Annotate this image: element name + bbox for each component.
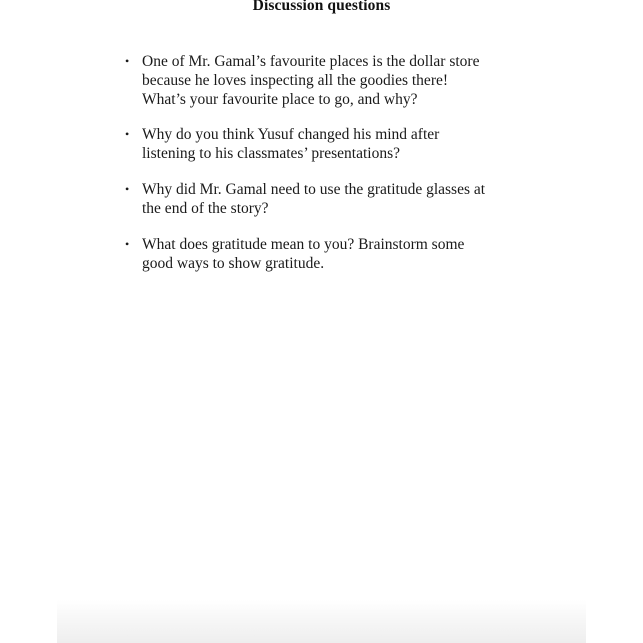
list-item <box>124 235 524 273</box>
list-item <box>124 52 524 109</box>
discussion-questions-list <box>124 52 524 273</box>
question-text: What does gratitude mean to you? Brainstorm some good ways to show gratitude. <box>142 236 465 272</box>
question-text: Why did Mr. Gamal need to use the gratitude glasses at the end of the story? <box>142 181 486 217</box>
page-title: Discussion questions <box>252 0 391 14</box>
question-text: Why do you think Yusuf changed his mind after listening to his classmates’ presentations? <box>142 126 440 162</box>
list-item <box>124 125 524 163</box>
bullet-icon: • <box>125 127 130 141</box>
question-text: One of Mr. Gamal’s favourite places is the dollar store because he loves inspecting all the goodies there! What’s your favourite place to go, and why? <box>142 53 480 108</box>
bullet-icon: • <box>125 237 130 251</box>
page-bottom-shadow <box>57 600 586 643</box>
bullet-icon: • <box>125 54 130 68</box>
list-item <box>124 180 524 218</box>
bullet-icon: • <box>125 182 130 196</box>
